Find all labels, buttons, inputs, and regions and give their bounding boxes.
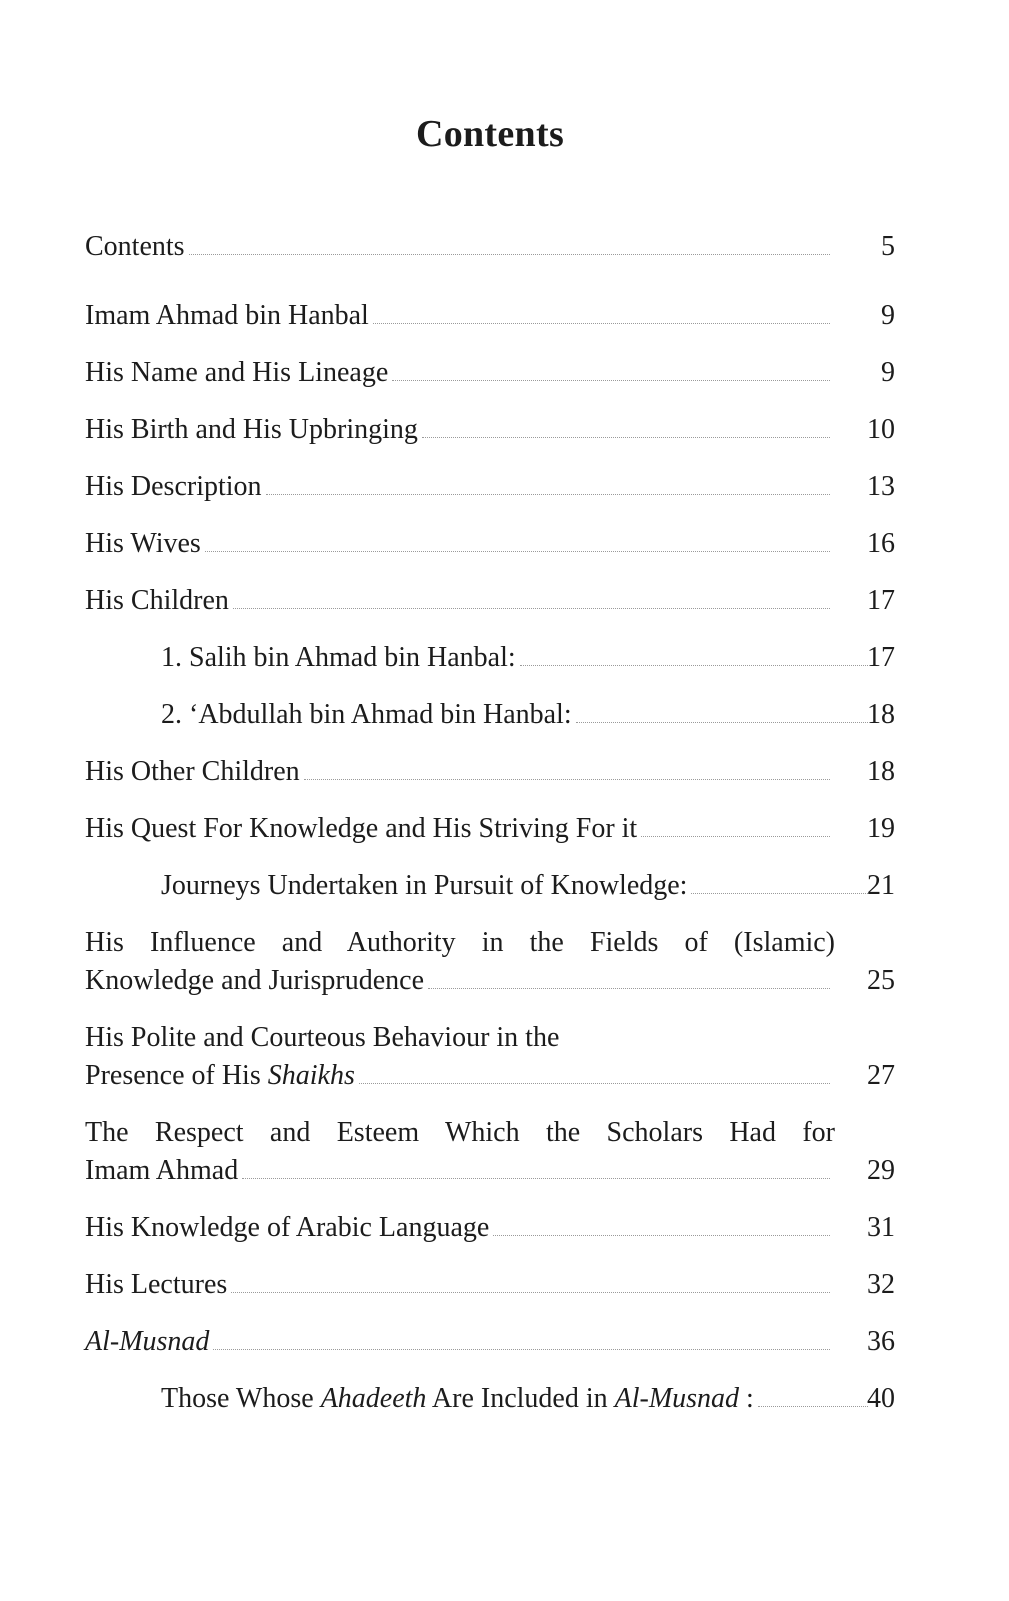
page-number: 5 [881,231,895,262]
page-number: 29 [867,1155,895,1186]
toc-entry[interactable] [85,1380,895,1418]
toc-entry-title [161,696,572,734]
toc-entry[interactable] [85,525,895,563]
toc-text-segment: 1. Salih bin Ahmad bin Hanbal: [161,642,516,673]
toc-entry-title [85,1114,835,1152]
toc-text-segment: His Other Children [85,756,300,787]
dot-leader [231,1291,830,1293]
toc-entry-title [85,1152,238,1190]
dot-leader [266,493,830,495]
toc-entry-title [85,525,201,563]
toc-entry[interactable] [85,582,895,620]
dot-leader [493,1234,830,1236]
toc-entry-title [85,1057,355,1095]
page-title: Contents [415,113,565,155]
toc-entry[interactable] [85,924,895,1000]
toc-entry-title [85,1323,209,1361]
toc-text-segment: His Influence and Authority in the Fields of (Islamic) [85,927,835,958]
toc-entry-title [161,867,687,905]
toc-entry-title [85,810,637,848]
toc-text-segment: His Quest For Knowledge and His Striving For it [85,813,638,844]
toc-text-segment: Are Included in [426,1383,615,1414]
dot-leader [758,1405,868,1407]
toc-text-segment: His Description [85,471,262,502]
toc-entry[interactable] [85,1323,895,1361]
toc-text-segment: Al-Musnad [614,1383,740,1414]
toc-entry[interactable] [85,753,895,791]
page-number: 40 [867,1383,895,1414]
toc-entry[interactable] [85,1209,895,1247]
toc-text-segment: Knowledge and Jurisprudence [85,965,425,996]
dot-leader [213,1348,830,1350]
dot-leader [641,835,830,837]
toc-text-segment: Presence of His [85,1060,268,1091]
dot-leader [304,778,830,780]
toc-entry-title [85,1019,895,1057]
dot-leader [392,379,830,381]
toc-entry-title [85,924,835,962]
toc-text-segment: His Knowledge of Arabic Language [85,1212,490,1243]
toc-entry[interactable] [85,810,895,848]
page-number: 27 [867,1060,895,1091]
page-number: 18 [867,699,895,730]
toc-entry-title [85,582,229,620]
toc-entry-title [161,1380,754,1418]
toc-entry[interactable] [85,696,895,734]
toc-text-segment: The Respect and Esteem Which the Scholars Had for [85,1117,835,1148]
dot-leader [189,253,830,255]
page-number: 36 [867,1326,895,1357]
page-number: 19 [867,813,895,844]
toc-entry-title [85,753,300,791]
toc-entry[interactable] [85,639,895,677]
page-number: 25 [867,965,895,996]
dot-leader [428,987,830,989]
toc-entry[interactable] [85,1114,895,1190]
page-number: 10 [867,414,895,445]
toc-entry[interactable] [85,228,895,266]
page-number: 13 [867,471,895,502]
page-number: 32 [867,1269,895,1300]
table-of-contents [85,228,895,1437]
toc-entry-title [85,1209,489,1247]
toc-entry-title [85,468,262,506]
page-number: 18 [867,756,895,787]
toc-entry-title [85,354,388,392]
toc-entry-title [85,297,369,335]
page-number: 9 [881,300,895,331]
toc-text-segment: His Wives [85,528,201,559]
toc-entry-title [85,1266,227,1304]
dot-leader [359,1082,830,1084]
dot-leader [242,1177,830,1179]
toc-entry-title [85,411,418,449]
toc-text-segment: Shaikhs [267,1060,355,1091]
dot-leader [373,322,830,324]
toc-entry-title [85,228,185,266]
toc-entry[interactable] [85,867,895,905]
toc-text-segment: Imam Ahmad bin Hanbal [85,300,369,331]
toc-text-segment: Contents [85,231,185,262]
toc-text-segment: : [739,1383,754,1414]
dot-leader [576,721,868,723]
toc-text-segment: His Lectures [85,1269,228,1300]
page-number: 21 [867,870,895,901]
toc-entry[interactable] [85,297,895,335]
toc-entry-title [161,639,516,677]
dot-leader [422,436,830,438]
toc-text-segment: Journeys Undertaken in Pursuit of Knowledge: [161,870,688,901]
toc-text-segment: His Birth and His Upbringing [85,414,418,445]
page-number: 16 [867,528,895,559]
toc-text-segment: His Children [85,585,229,616]
toc-text-segment: 2. ‘Abdullah bin Ahmad bin Hanbal: [161,699,572,730]
page-number: 17 [867,642,895,673]
dot-leader [691,892,868,894]
toc-entry[interactable] [85,411,895,449]
toc-text-segment: Ahadeeth [320,1383,427,1414]
toc-entry[interactable] [85,1266,895,1304]
toc-text-segment: Those Whose [161,1383,321,1414]
page-number: 9 [881,357,895,388]
page-number: 17 [867,585,895,616]
toc-text-segment: Al-Musnad [85,1326,210,1357]
dot-leader [233,607,830,609]
dot-leader [205,550,830,552]
toc-entry[interactable] [85,468,895,506]
toc-text-segment: His Name and His Lineage [85,357,389,388]
toc-text-segment: His Polite and Courteous Behaviour in the [85,1022,560,1053]
toc-entry[interactable] [85,354,895,392]
toc-entry[interactable] [85,1019,895,1095]
page-number: 31 [867,1212,895,1243]
toc-entry-title [85,962,424,1000]
dot-leader [520,664,868,666]
toc-text-segment: Imam Ahmad [85,1155,239,1186]
